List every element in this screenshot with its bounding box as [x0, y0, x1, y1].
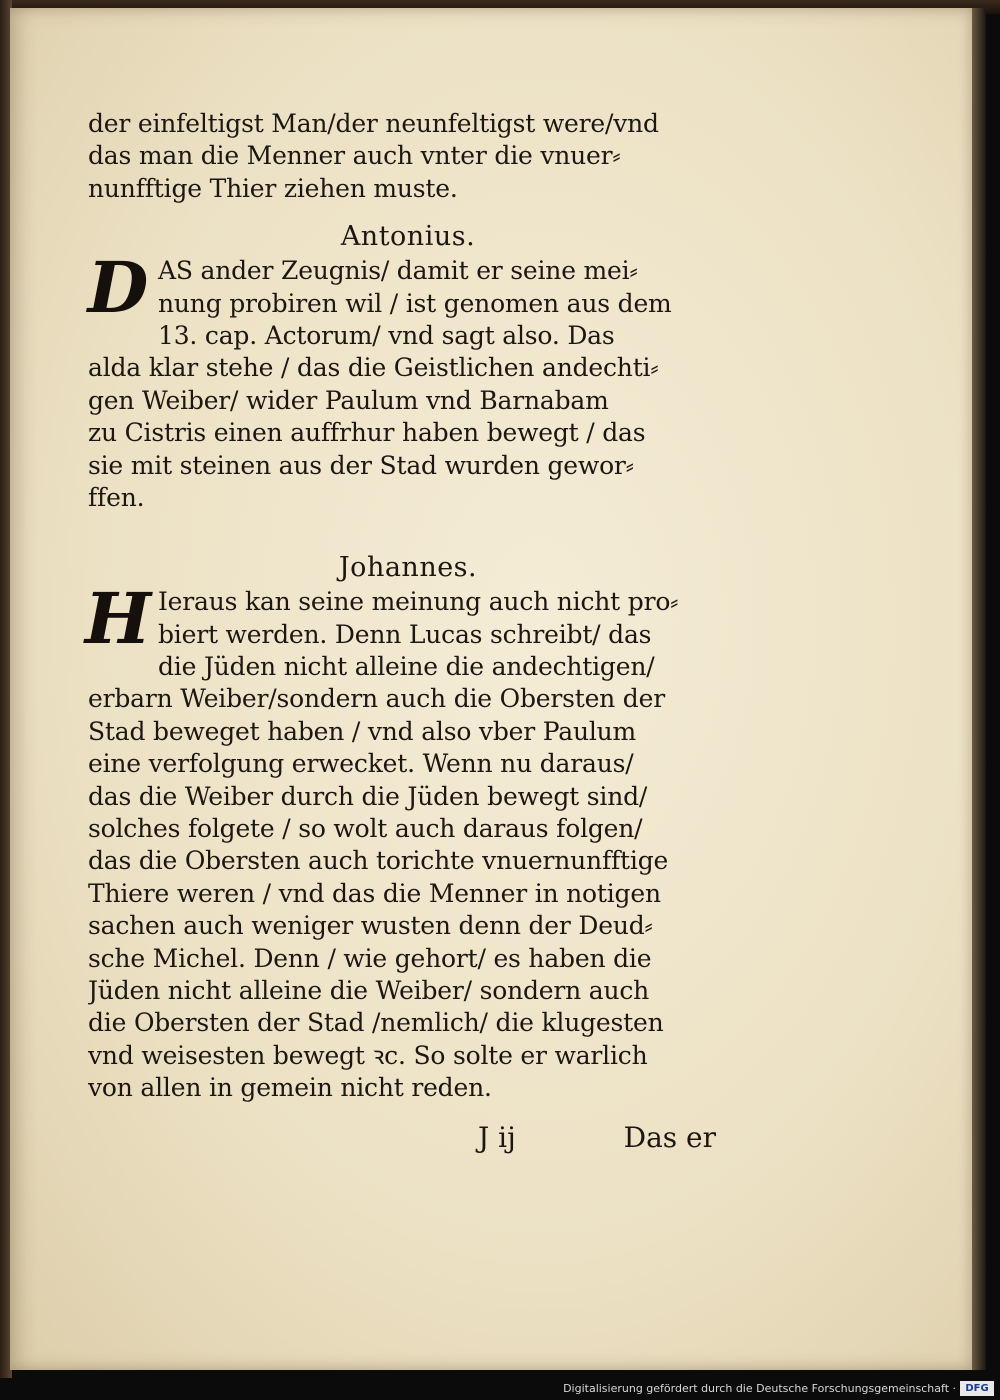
text-line: solches folgete / so wolt auch daraus folgen/ — [88, 814, 643, 844]
text-line: ffen. — [88, 482, 145, 512]
paragraph-johannes — [84, 577, 728, 1104]
text-line: sachen auch weniger wusten denn der Deud⸗ — [88, 911, 653, 941]
text-line: die Jüden nicht alleine die andechtigen/ — [158, 652, 655, 682]
heading-antonius: Antonius. — [340, 221, 476, 253]
text-line: Thiere weren / vnd das die Menner in notigen — [88, 878, 661, 908]
text-line: AS ander Zeugnis/ damit er seine mei⸗ — [158, 256, 638, 286]
drop-cap-initial: H — [84, 577, 152, 661]
text-line: von allen in gemein nicht reden. — [88, 1073, 492, 1103]
page-edge-right — [972, 8, 986, 1370]
text-line: eine verfolgung erwecket. Wenn nu daraus/ — [88, 749, 634, 779]
paragraph-antonius — [87, 246, 728, 514]
drop-cap-initial: D — [87, 246, 149, 330]
text-line: sche Michel. Denn / wie gehort/ es haben die — [88, 943, 652, 973]
text-line: alda klar stehe / das die Geistlichen andechti⸗ — [88, 353, 659, 383]
dfg-logo-icon: DFG — [960, 1381, 994, 1396]
text-line: das die Obersten auch torichte vnuernunfftige — [88, 846, 669, 876]
text-line: nunfftige Thier ziehen muste. — [88, 173, 458, 203]
text-line: nung probiren wil / ist genomen aus dem — [158, 288, 672, 318]
text-line: erbarn Weiber/sondern auch die Obersten der — [88, 684, 665, 714]
text-line: die Obersten der Stad /nemlich/ die klugesten — [88, 1008, 664, 1038]
text-line: das man die Menner auch vnter die vnuer⸗ — [88, 141, 621, 171]
text-line: der einfeltigst Man/der neunfeltigst were/vnd — [88, 109, 659, 138]
signature-mark: J ij — [478, 1121, 516, 1154]
text-line: Ieraus kan seine meinung auch nicht pro⸗ — [158, 587, 679, 617]
text-line: sie mit steinen aus der Stad wurden gewor⸗ — [88, 450, 634, 480]
text-line: das die Weiber durch die Jüden bewegt sind/ — [88, 781, 648, 811]
text-line: biert werden. Denn Lucas schreibt/ das — [158, 619, 652, 649]
text-line: gen Weiber/ wider Paulum vnd Barnabam — [88, 385, 609, 415]
text-line: Jüden nicht alleine die Weiber/ sondern auch — [88, 975, 650, 1005]
paragraph-intro — [88, 108, 728, 205]
text-line: 13. cap. Actorum/ vnd sagt also. Das — [158, 320, 615, 350]
text-line: Stad beweget haben / vnd also vber Paulum — [88, 716, 637, 746]
page-footer-line — [88, 1118, 728, 1158]
text-line: vnd weisesten bewegt ꝛc. So solte er warlich — [88, 1040, 648, 1070]
digitization-credit: Digitalisierung gefördert durch die Deutsche Forschungsgemeinschaft · — [563, 1382, 956, 1395]
catchword: Das er — [623, 1121, 716, 1154]
heading-johannes: Johannes. — [338, 552, 478, 584]
text-block — [84, 108, 728, 1105]
text-line: zu Cistris einen auffrhur haben bewegt / das — [88, 418, 646, 448]
